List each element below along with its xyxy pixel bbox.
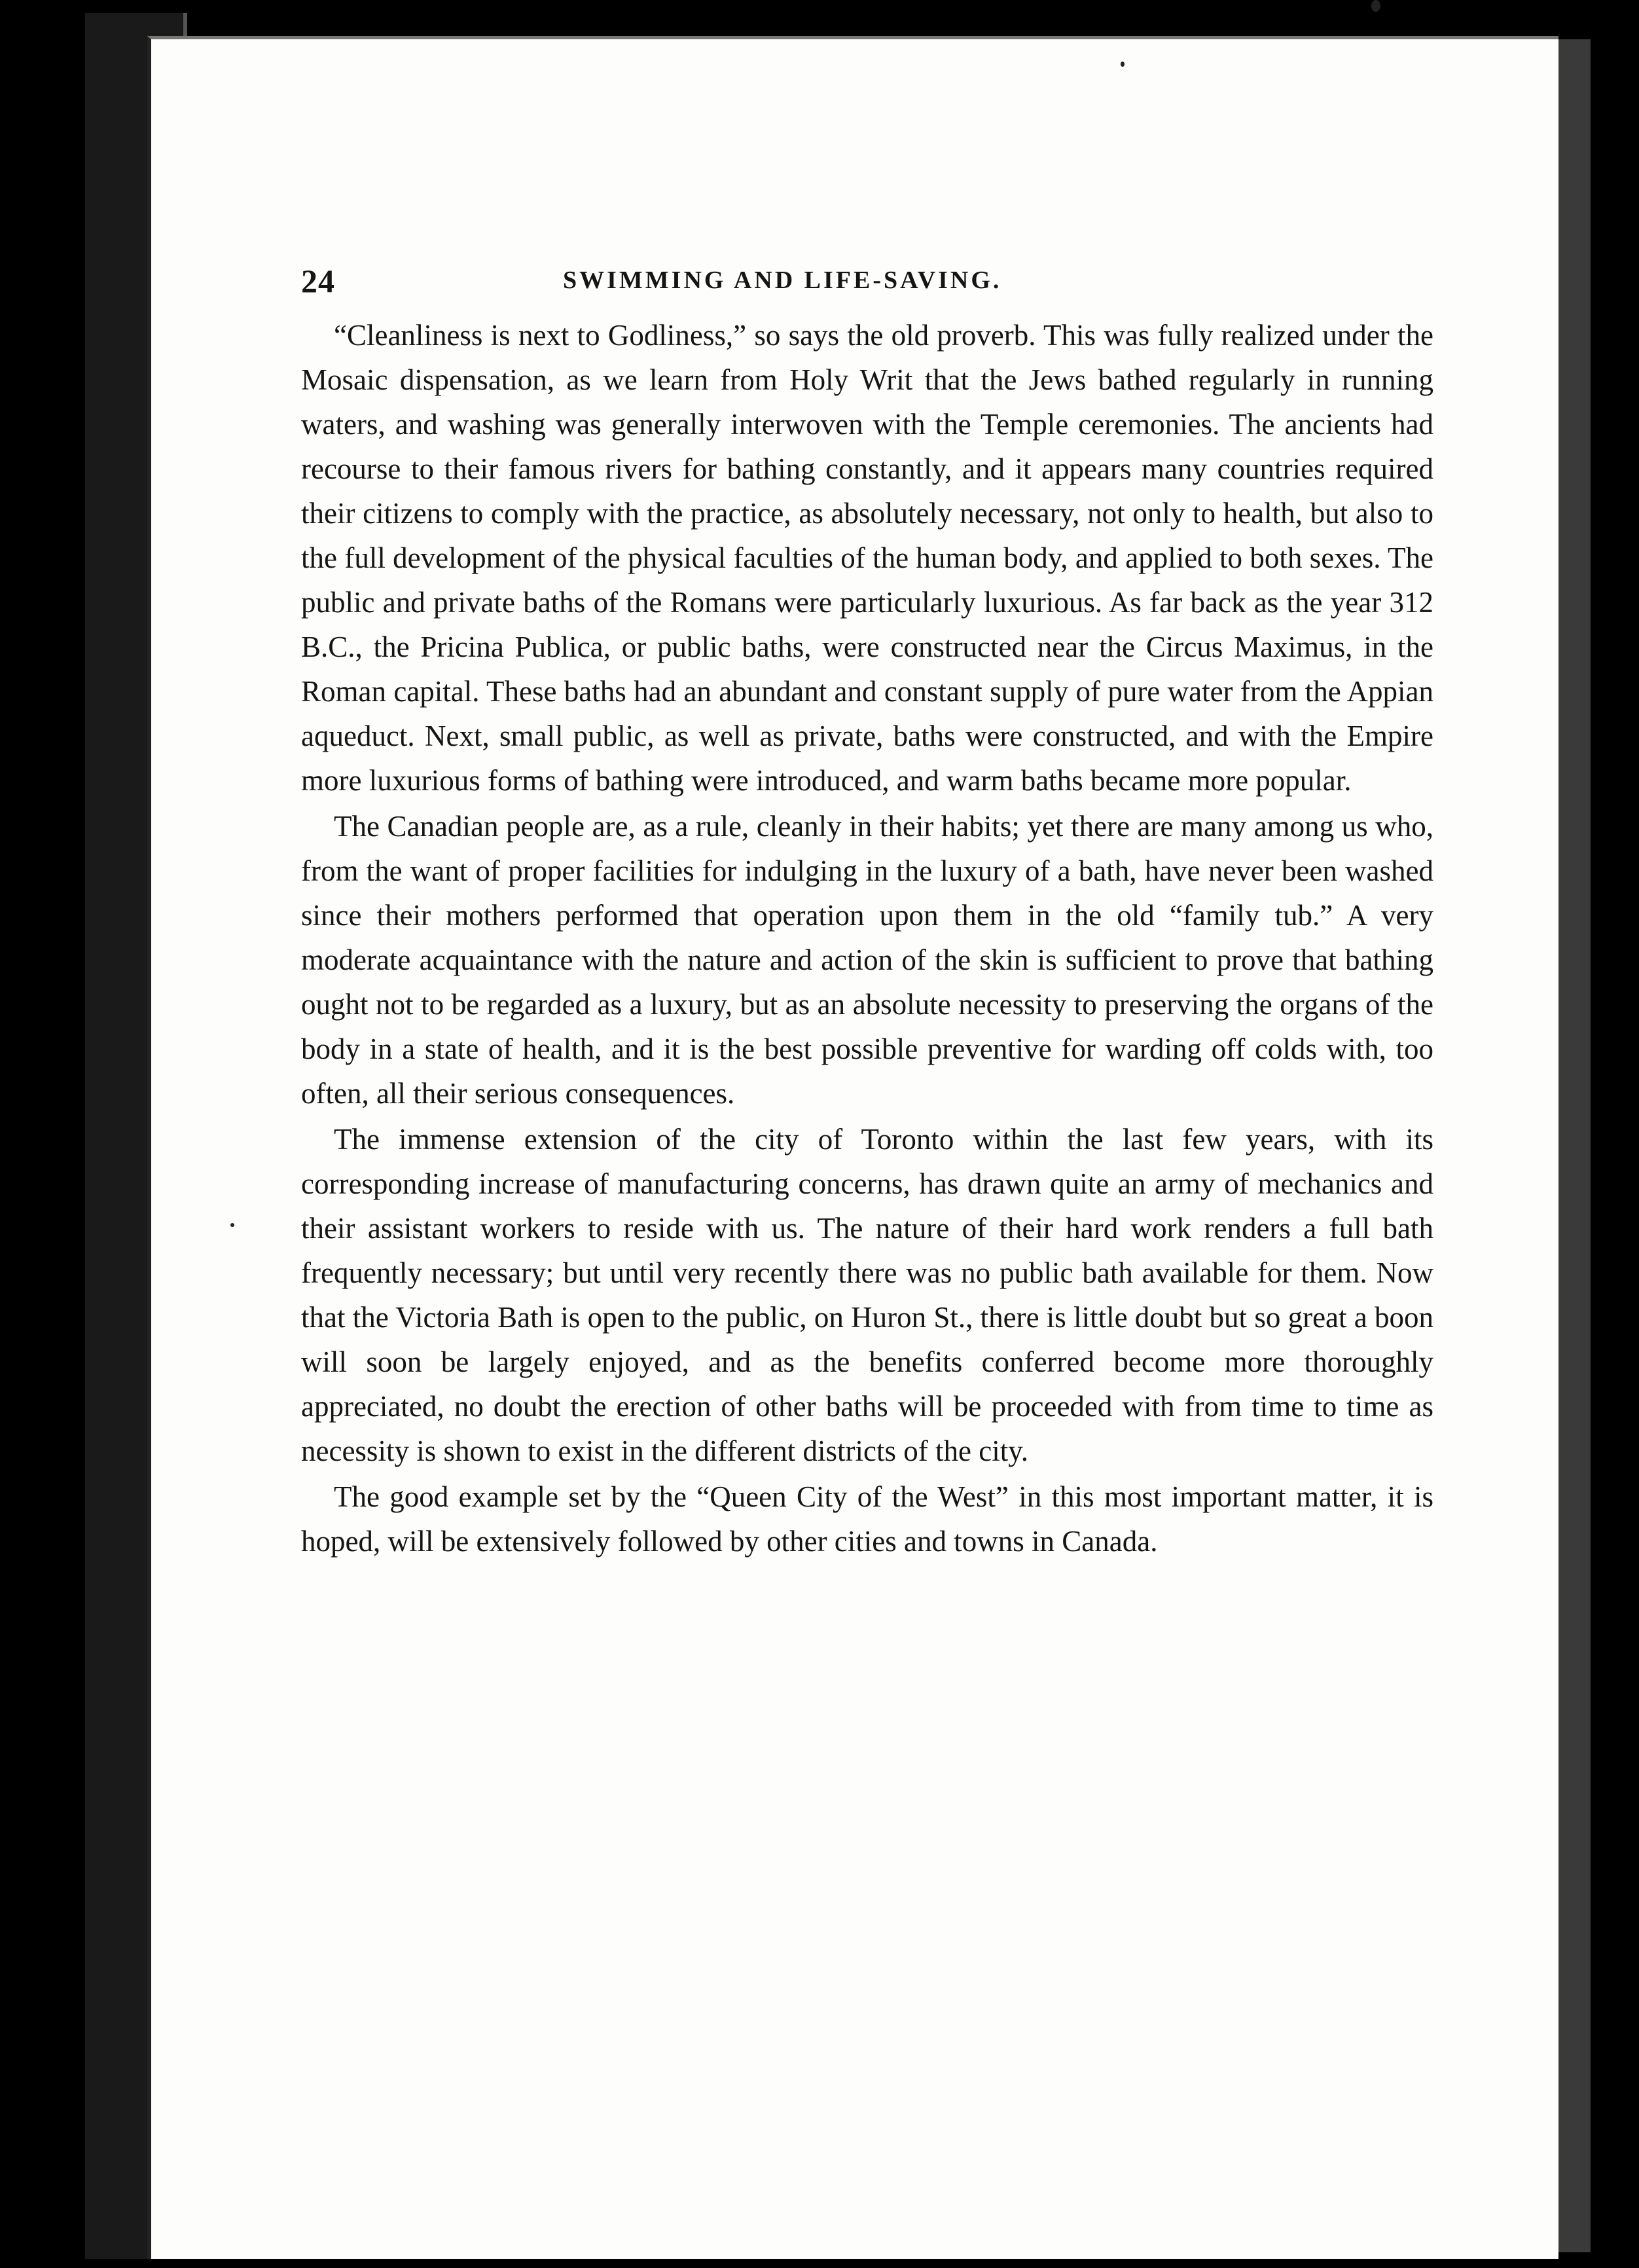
- paragraph: “Cleanliness is next to Godliness,” so says the old proverb. This was fully realized under the Mosaic dispensation, as we learn from Holy Writ that the Jews bathed regularly in running waters, and washing was generally interwoven with the Temple ceremonies. The ancients had recourse to their famous rivers for bathing constantly, and it appears many countries required their citizens to comply with the practice, as absolutely necessary, not only to health, but also to the full development of the physical faculties of the human body, and applied to both sexes. The public and private baths of the Romans were particularly luxurious. As far back as the year 312 B.C., the Pricina Publica, or public baths, were constructed near the Circus Maximus, in the Roman capital. These baths had an abundant and constant supply of pure water from the Appian aqueduct. Next, small public, as well as private, baths were constructed, and with the Empire more luxurious forms of bathing were introduced, and warm baths became more popular.: [301, 319, 1433, 797]
- paragraph: The Canadian people are, as a rule, cleanly in their habits; yet there are many among us who, from the want of proper facilities for indulging in the luxury of a bath, have never been washed since their mothers performed that operation upon them in the old “family tub.” A very moderate acquaintance with the nature and action of the skin is sufficient to prove that bathing ought not to be regarded as a luxury, but as an absolute necessity to preserving the organs of the body in a state of health, and it is the best possible preventive for warding off colds with, too often, all their serious consequences.: [301, 810, 1433, 1110]
- scan-speck: [230, 1223, 234, 1227]
- running-head-title: SWIMMING AND LIFE-SAVING.: [563, 266, 1002, 294]
- paragraph: The immense extension of the city of Toronto within the last few years, with its corresponding increase of manufacturing concerns, has drawn quite an army of mechanics and their assistant workers to reside with us. The nature of their hard work renders a full bath frequently necessary; but until very recently there was no public bath available for them. Now that the Victoria Bath is open to the public, on Huron St., there is little doubt but so great a boon will soon be largely enjoyed, and as the benefits conferred become more thoroughly appreciated, no doubt the erection of other baths will be proceeded with from time to time as necessity is shown to exist in the different districts of the city.: [301, 1123, 1433, 1467]
- running-header: [301, 262, 1433, 301]
- scan-speck: [1121, 62, 1125, 67]
- page-number: 24: [301, 263, 335, 299]
- page-content: [301, 262, 1433, 1564]
- scan-speck: [1371, 0, 1380, 12]
- paragraph: The good example set by the “Queen City of the West” in this most important matter, it is hoped, will be extensively followed by other cities and towns in Canada.: [301, 1480, 1433, 1558]
